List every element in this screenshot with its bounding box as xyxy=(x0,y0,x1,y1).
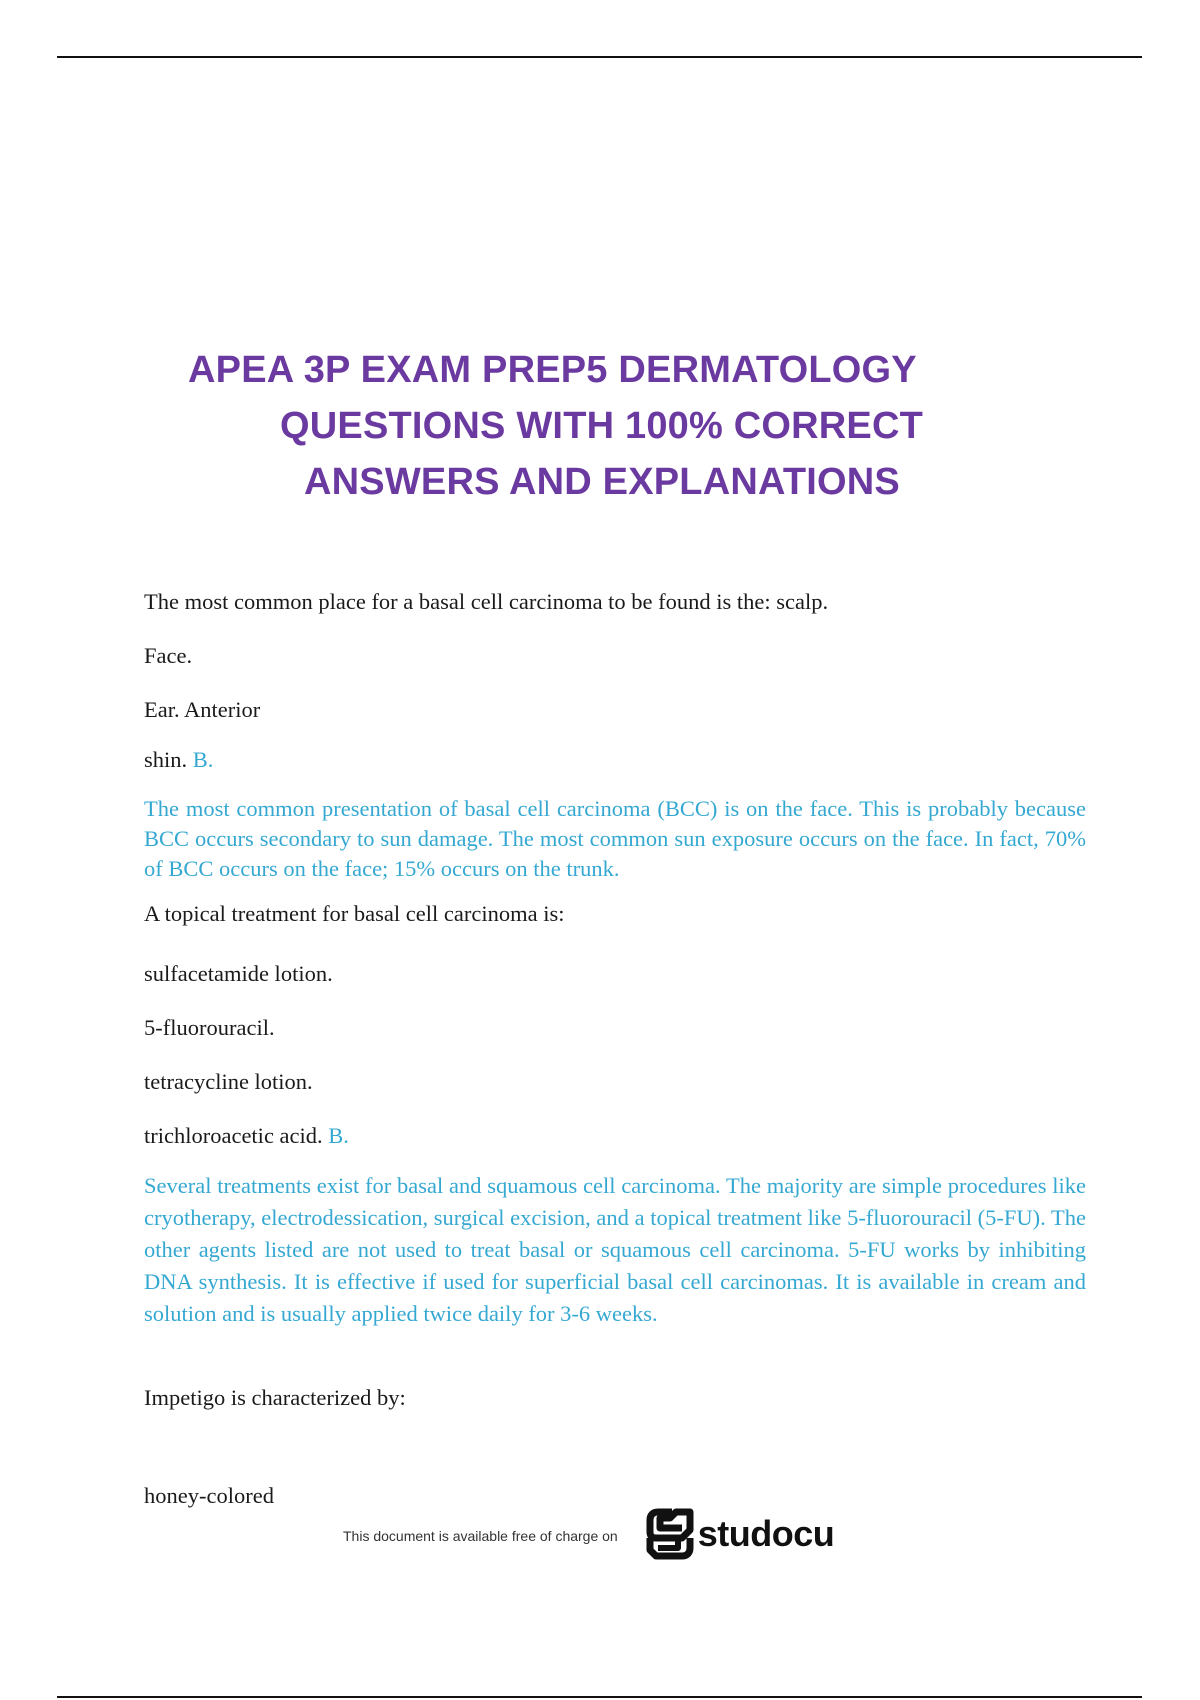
option-text: shin. xyxy=(144,747,188,772)
question-2-explanation: Several treatments exist for basal and squamous cell carcinoma. The majority are simple procedures like cryotherapy, electrodessication, surgical excision, and a topical treatment like 5-fluorouracil (5-FU). The other agents listed are not used to treat basal or squamous cell carcinoma. 5-FU works by inhibiting DNA synthesis. It is effective if used for superficial basal cell carcinomas. It is available in cream and solution and is usually applied twice daily for 3-6 weeks. xyxy=(144,1173,1086,1326)
answer-key: B. xyxy=(192,747,214,772)
answer-key: B. xyxy=(328,1123,349,1148)
studocu-brand-name: studocu xyxy=(697,1513,835,1554)
title-line-1: APEA 3P EXAM PREP5 DERMATOLOGY xyxy=(188,349,917,391)
title-line-2: QUESTIONS WITH 100% CORRECT xyxy=(280,405,924,447)
question-2-option: tetracycline lotion. xyxy=(144,1069,313,1094)
question-3-prompt: Impetigo is characterized by: xyxy=(144,1385,406,1410)
footer-banner xyxy=(343,1508,834,1560)
question-1-option: Ear. Anterior xyxy=(144,697,261,722)
title-line-3: ANSWERS AND EXPLANATIONS xyxy=(304,461,900,503)
question-1-explanation: The most common presentation of basal cell carcinoma (BCC) is on the face. This is probably because BCC occurs secondary to sun damage. The most common sun exposure occurs on the face. In fact, 70% of BCC occurs on the face; 15% occurs on the trunk. xyxy=(144,796,1086,881)
top-rule xyxy=(57,56,1142,58)
question-1-prompt: The most common place for a basal cell carcinoma to be found is the: scalp. xyxy=(144,589,829,614)
option-text: trichloroacetic acid. xyxy=(144,1123,323,1148)
footer-note: This document is available free of charge on xyxy=(343,1528,618,1544)
question-1-last-option xyxy=(144,744,1086,776)
document-body xyxy=(144,586,1086,1512)
studocu-logo-icon xyxy=(646,1508,694,1560)
question-2-option: sulfacetamide lotion. xyxy=(144,961,333,986)
question-2-prompt: A topical treatment for basal cell carcinoma is: xyxy=(144,901,565,926)
studocu-brand-link[interactable] xyxy=(646,1508,835,1560)
question-1-option: Face. xyxy=(144,643,193,668)
bottom-rule xyxy=(57,1696,1142,1698)
question-2-option: 5-fluorouracil. xyxy=(144,1015,275,1040)
question-3-option: honey-colored xyxy=(144,1483,274,1508)
question-2-last-option xyxy=(144,1120,1086,1152)
document-title xyxy=(150,342,1080,510)
